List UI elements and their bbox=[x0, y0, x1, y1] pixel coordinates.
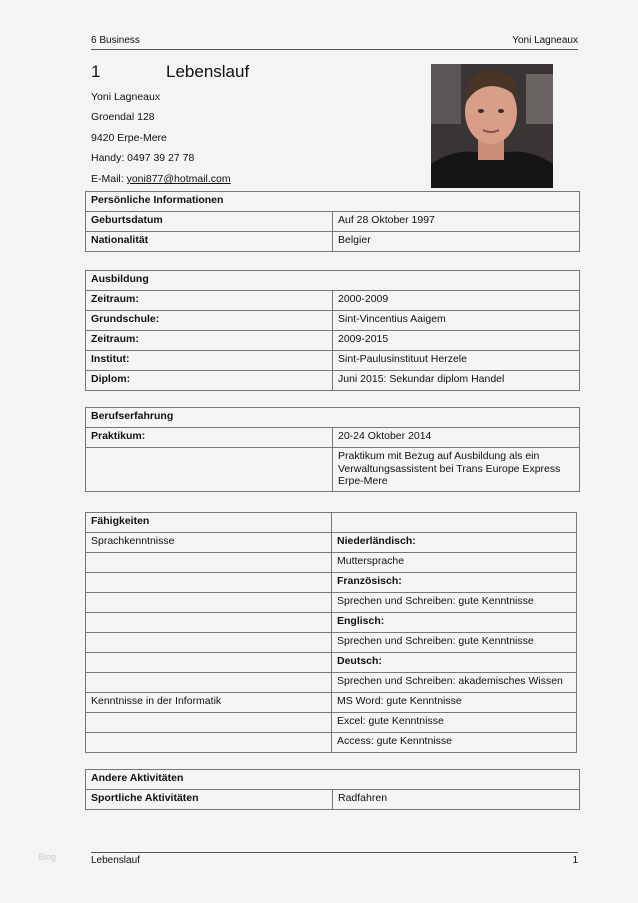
skills-body bbox=[86, 533, 577, 753]
experience-heading: Berufserfahrung bbox=[86, 408, 580, 428]
skills-table bbox=[85, 512, 577, 753]
row-label: Institut: bbox=[86, 351, 333, 371]
table-row bbox=[86, 653, 577, 673]
row-value: Sint-Vincentius Aaigem bbox=[333, 311, 580, 331]
table-row bbox=[86, 448, 580, 492]
section-number: 1 bbox=[91, 62, 101, 81]
row-label: Nationalität bbox=[86, 232, 333, 252]
row-label: Kenntnisse in der Informatik bbox=[86, 693, 332, 713]
row-label bbox=[86, 613, 332, 633]
row-value: 20-24 Oktober 2014 bbox=[333, 428, 580, 448]
row-value: Französisch: bbox=[332, 573, 577, 593]
row-label: Geburtsdatum bbox=[86, 212, 333, 232]
other-table bbox=[85, 769, 580, 810]
row-value: Englisch: bbox=[332, 613, 577, 633]
row-label: Praktikum: bbox=[86, 428, 333, 448]
table-row bbox=[86, 790, 580, 810]
row-value: Muttersprache bbox=[332, 553, 577, 573]
table-row bbox=[86, 371, 580, 391]
footer-left: Lebenslauf bbox=[91, 855, 140, 866]
contact-street: Groendal 128 bbox=[91, 111, 155, 123]
row-label: Sportliche Aktivitäten bbox=[86, 790, 333, 810]
contact-name: Yoni Lagneaux bbox=[91, 91, 161, 103]
row-value: Deutsch: bbox=[332, 653, 577, 673]
row-value: 2009-2015 bbox=[333, 331, 580, 351]
row-value: Belgier bbox=[333, 232, 580, 252]
header-right: Yoni Lagneaux bbox=[512, 35, 578, 46]
row-value: Excel: gute Kenntnisse bbox=[332, 713, 577, 733]
personal-table bbox=[85, 191, 580, 252]
row-label bbox=[86, 633, 332, 653]
table-row bbox=[86, 232, 580, 252]
skills-heading-empty bbox=[332, 513, 577, 533]
education-table bbox=[85, 270, 580, 391]
row-label: Diplom: bbox=[86, 371, 333, 391]
row-value: Niederländisch: bbox=[332, 533, 577, 553]
row-value: Sint-Paulusinstituut Herzele bbox=[333, 351, 580, 371]
page-footer bbox=[91, 852, 578, 867]
row-value: Sprechen und Schreiben: gute Kenntnisse bbox=[332, 593, 577, 613]
row-label: Sprachkenntnisse bbox=[86, 533, 332, 553]
page-title bbox=[91, 62, 249, 82]
table-row bbox=[86, 613, 577, 633]
row-value: Sprechen und Schreiben: akademisches Wissen bbox=[332, 673, 577, 693]
contact-city: 9420 Erpe-Mere bbox=[91, 132, 167, 144]
contact-email-line bbox=[91, 173, 231, 185]
email-link[interactable]: yoni877@hotmail.com bbox=[126, 173, 231, 185]
row-value: Access: gute Kenntnisse bbox=[332, 733, 577, 753]
row-label: Grundschule: bbox=[86, 311, 333, 331]
header-left: 6 Business bbox=[91, 35, 140, 46]
table-row bbox=[86, 533, 577, 553]
row-value: Praktikum mit Bezug auf Ausbildung als ein Verwaltungsassistent bei Trans Europe Express Erpe-Mere bbox=[333, 448, 580, 492]
page-number: 1 bbox=[572, 855, 578, 866]
row-label bbox=[86, 553, 332, 573]
table-row bbox=[86, 331, 580, 351]
watermark: Blog bbox=[38, 852, 57, 862]
contact-phone: Handy: 0497 39 27 78 bbox=[91, 152, 195, 164]
row-label bbox=[86, 733, 332, 753]
table-row bbox=[86, 553, 577, 573]
table-row bbox=[86, 573, 577, 593]
title-text: Lebenslauf bbox=[166, 62, 250, 81]
page-header bbox=[91, 35, 578, 50]
experience-table bbox=[85, 407, 580, 492]
table-row bbox=[86, 673, 577, 693]
email-label: E-Mail: bbox=[91, 173, 127, 185]
row-label bbox=[86, 573, 332, 593]
personal-heading: Persönliche Informationen bbox=[86, 192, 580, 212]
row-label: Zeitraum: bbox=[86, 291, 333, 311]
row-label bbox=[86, 653, 332, 673]
row-value: Auf 28 Oktober 1997 bbox=[333, 212, 580, 232]
table-row bbox=[86, 693, 577, 713]
row-value: Radfahren bbox=[333, 790, 580, 810]
table-row bbox=[86, 713, 577, 733]
education-heading: Ausbildung bbox=[86, 271, 580, 291]
row-value: Sprechen und Schreiben: gute Kenntnisse bbox=[332, 633, 577, 653]
row-label: Zeitraum: bbox=[86, 331, 333, 351]
table-row bbox=[86, 351, 580, 371]
row-value: Juni 2015: Sekundar diplom Handel bbox=[333, 371, 580, 391]
person-photo-icon bbox=[431, 64, 553, 188]
table-row bbox=[86, 733, 577, 753]
table-row bbox=[86, 428, 580, 448]
skills-heading: Fähigkeiten bbox=[86, 513, 332, 533]
row-label bbox=[86, 593, 332, 613]
table-row bbox=[86, 593, 577, 613]
table-row bbox=[86, 633, 577, 653]
table-row bbox=[86, 291, 580, 311]
row-label bbox=[86, 713, 332, 733]
other-heading: Andere Aktivitäten bbox=[86, 770, 580, 790]
row-label bbox=[86, 673, 332, 693]
row-value: MS Word: gute Kenntnisse bbox=[332, 693, 577, 713]
row-value: 2000-2009 bbox=[333, 291, 580, 311]
row-label bbox=[86, 448, 333, 492]
table-row bbox=[86, 212, 580, 232]
table-row bbox=[86, 311, 580, 331]
